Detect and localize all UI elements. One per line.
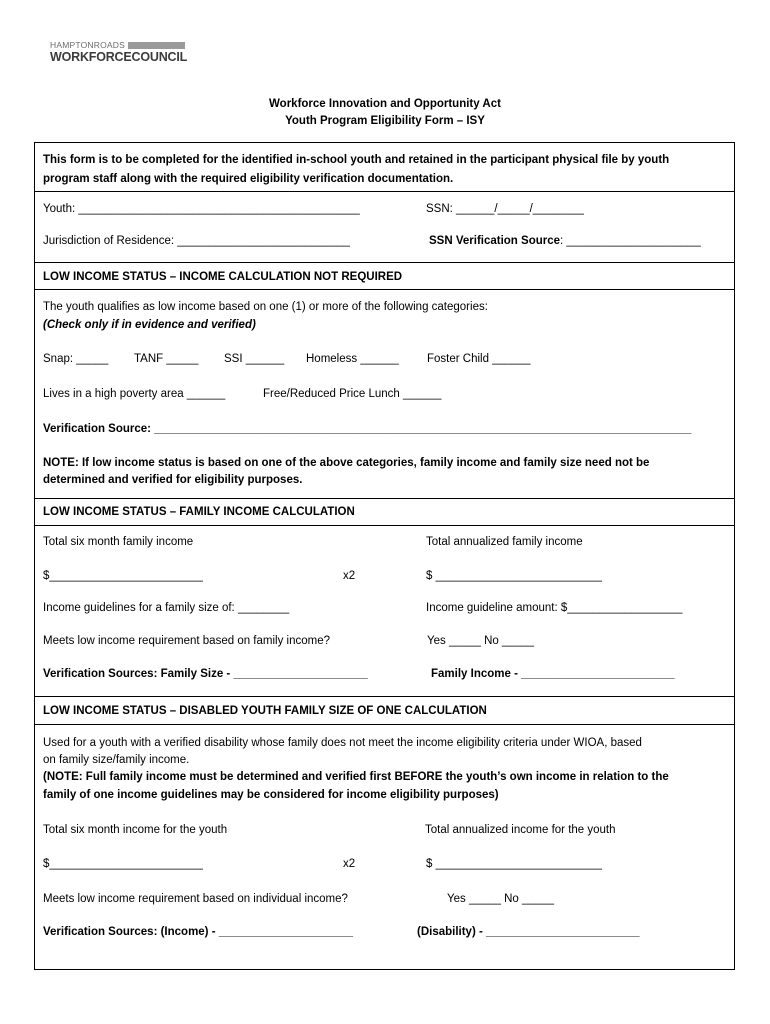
six-month-youth-income-label: Total six month income for the youth bbox=[43, 824, 228, 836]
section-header-income-not-required: LOW INCOME STATUS – INCOME CALCULATION NOT REQUIRED bbox=[43, 271, 403, 283]
foster-child-field[interactable]: Foster Child ______ bbox=[427, 353, 531, 365]
used-for-line1: Used for a youth with a verified disability whose family does not meet the income eligibility criteria under WIOA, based bbox=[43, 737, 642, 749]
verification-disability-field[interactable]: (Disability) - ________________________ bbox=[417, 926, 640, 938]
section-header-disabled-youth: LOW INCOME STATUS – DISABLED YOUTH FAMILY SIZE OF ONE CALCULATION bbox=[43, 705, 487, 717]
ssn-verification-source-field[interactable] bbox=[429, 234, 701, 248]
high-poverty-field[interactable]: Lives in a high poverty area ______ bbox=[43, 388, 226, 400]
annualized-youth-income-field[interactable]: $ __________________________ bbox=[426, 858, 602, 870]
six-month-family-income-field[interactable]: $________________________ bbox=[43, 570, 203, 582]
note-line2: determined and verified for eligibility purposes. bbox=[43, 474, 303, 486]
section-header-family-income: LOW INCOME STATUS – FAMILY INCOME CALCULATION bbox=[43, 506, 355, 518]
divider bbox=[35, 696, 734, 697]
snap-field[interactable]: Snap: _____ bbox=[43, 353, 109, 365]
verification-source-field[interactable]: Verification Source: ____________________________________________________________________________________ bbox=[43, 423, 692, 435]
annualized-family-income-label: Total annualized family income bbox=[426, 536, 583, 548]
intro-line2: program staff along with the required eligibility verification documentation. bbox=[43, 173, 454, 185]
verification-family-size-field[interactable]: Verification Sources: Family Size - _____________________ bbox=[43, 668, 368, 680]
document-title bbox=[0, 96, 770, 130]
ssn-source-label: SSN Verification Source bbox=[429, 235, 561, 247]
meets-individual-income-question: Meets low income requirement based on individual income? bbox=[43, 893, 348, 905]
tanf-field[interactable]: TANF _____ bbox=[134, 353, 199, 365]
logo-line1: HAMPTONROADS bbox=[50, 40, 125, 50]
divider bbox=[35, 289, 734, 290]
multiplier-label: x2 bbox=[343, 858, 356, 870]
note-line1: NOTE: If low income status is based on one of the above categories, family income and family size need not be bbox=[43, 457, 650, 469]
meets-individual-income-yes-no[interactable]: Yes _____ No _____ bbox=[447, 893, 555, 905]
used-for-line2: on family size/family income. bbox=[43, 754, 190, 766]
eligibility-form bbox=[34, 142, 735, 970]
homeless-field[interactable]: Homeless ______ bbox=[306, 353, 399, 365]
six-month-family-income-label: Total six month family income bbox=[43, 536, 194, 548]
reduced-lunch-field[interactable]: Free/Reduced Price Lunch ______ bbox=[263, 388, 442, 400]
meets-family-income-question: Meets low income requirement based on family income? bbox=[43, 635, 330, 647]
divider bbox=[35, 724, 734, 725]
divider bbox=[35, 191, 734, 192]
divider bbox=[35, 262, 734, 263]
youth-field[interactable]: Youth: ____________________________________________ bbox=[43, 203, 360, 215]
annualized-youth-income-label: Total annualized income for the youth bbox=[425, 824, 616, 836]
qualifies-text: The youth qualifies as low income based on one (1) or more of the following categories: bbox=[43, 301, 488, 313]
jurisdiction-field[interactable]: Jurisdiction of Residence: ___________________________ bbox=[43, 235, 350, 247]
logo-bar bbox=[128, 42, 185, 49]
check-instruction: (Check only if in evidence and verified) bbox=[43, 319, 256, 331]
ssn-source-blank: : _____________________ bbox=[560, 235, 701, 247]
annualized-family-income-field[interactable]: $ __________________________ bbox=[426, 570, 602, 582]
verification-income-field[interactable]: Verification Sources: (Income) - _____________________ bbox=[43, 926, 354, 938]
logo-line2: WORKFORCECOUNCIL bbox=[50, 50, 188, 64]
full-income-note-line2: family of one income guidelines may be considered for income eligibility purposes) bbox=[43, 789, 499, 801]
title-line1: Workforce Innovation and Opportunity Act bbox=[269, 98, 501, 110]
logo bbox=[50, 40, 187, 64]
intro-line1: This form is to be completed for the identified in-school youth and retained in the participant physical file by youth bbox=[43, 154, 670, 166]
full-income-note-line1: (NOTE: Full family income must be determined and verified first BEFORE the youth’s own income in relation to the bbox=[43, 771, 669, 783]
ssn-field[interactable]: SSN: ______/_____/________ bbox=[426, 203, 584, 215]
guideline-amount-field[interactable]: Income guideline amount: $__________________ bbox=[426, 602, 683, 614]
six-month-youth-income-field[interactable]: $________________________ bbox=[43, 858, 203, 870]
family-size-field[interactable]: Income guidelines for a family size of: ________ bbox=[43, 602, 290, 614]
multiplier-label: x2 bbox=[343, 570, 356, 582]
meets-family-income-yes-no[interactable]: Yes _____ No _____ bbox=[427, 635, 535, 647]
ssi-field[interactable]: SSI ______ bbox=[224, 353, 285, 365]
title-line2: Youth Program Eligibility Form – ISY bbox=[285, 115, 485, 127]
verification-family-income-field[interactable]: Family Income - ________________________ bbox=[431, 668, 675, 680]
divider bbox=[35, 525, 734, 526]
divider bbox=[35, 498, 734, 499]
